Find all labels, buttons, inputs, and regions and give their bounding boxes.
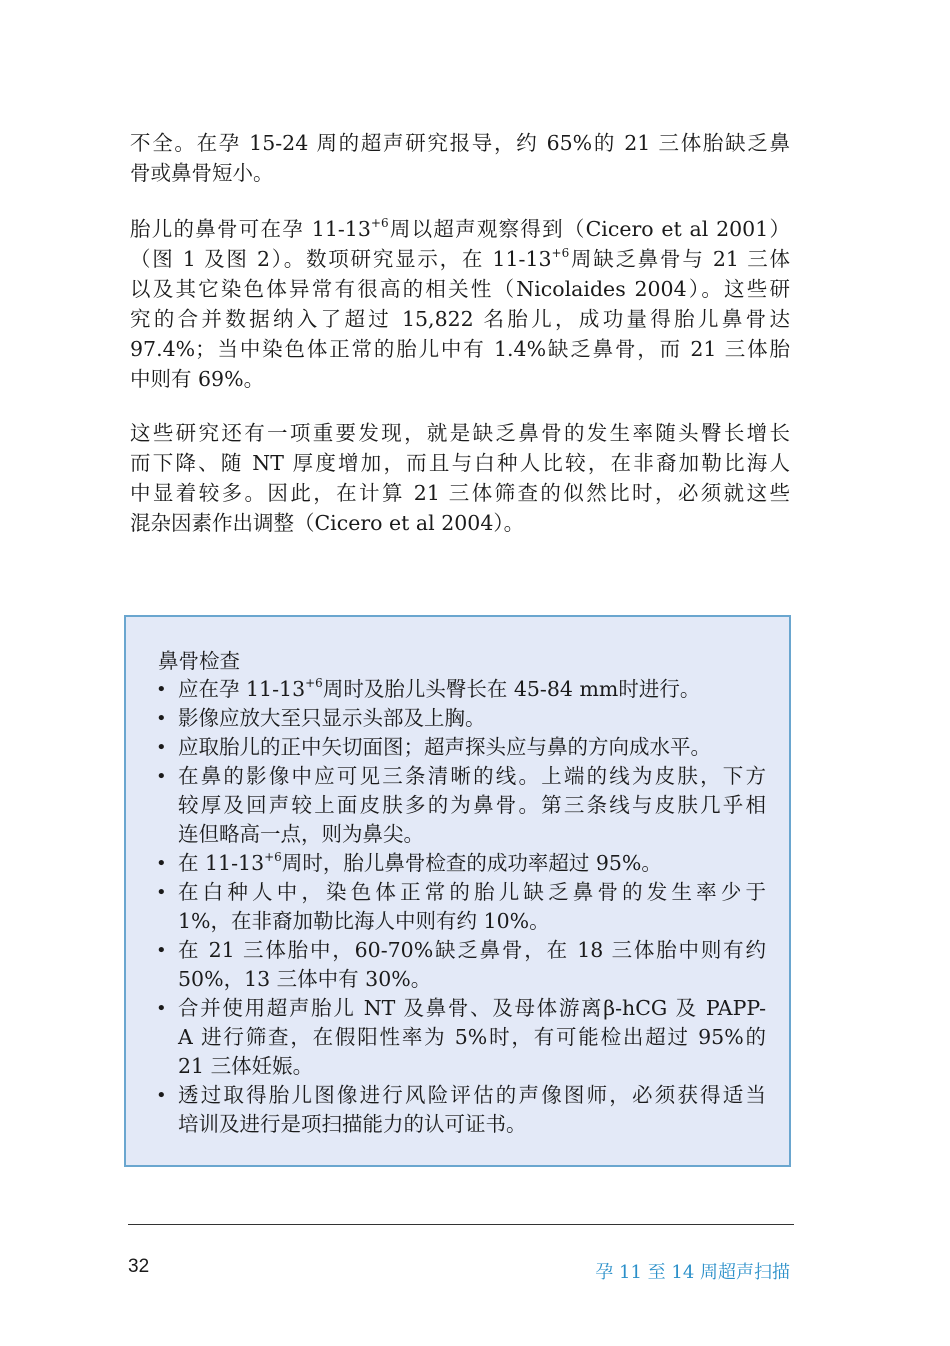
text-run: 究的合并数据纳入了超过 15,822 名胎儿，成功量得胎儿鼻骨达 bbox=[130, 307, 790, 331]
text-line bbox=[178, 1081, 766, 1110]
footer-divider bbox=[128, 1224, 794, 1225]
text-line bbox=[178, 907, 766, 936]
text-line bbox=[178, 1110, 766, 1139]
text-line bbox=[178, 849, 766, 878]
text-run: 这些研究还有一项重要发现，就是缺乏鼻骨的发生率随头臀长增长 bbox=[130, 421, 790, 445]
text-line bbox=[178, 791, 766, 820]
text-run: 周缺乏鼻骨与 21 三体 bbox=[569, 247, 790, 271]
list-item bbox=[154, 1081, 766, 1139]
text-line bbox=[178, 762, 766, 791]
text-run: 影像应放大至只显示头部及上胸。 bbox=[178, 706, 486, 730]
paragraph-1 bbox=[130, 128, 790, 188]
text-run: 混杂因素作出调整（Cicero et al 2004）。 bbox=[130, 511, 525, 535]
text-line bbox=[178, 1023, 766, 1052]
bullet-icon: • bbox=[156, 853, 167, 874]
text-run: （图 1 及图 2）。数项研究显示，在 11-13 bbox=[130, 247, 552, 271]
box-bullet-list bbox=[154, 675, 766, 1139]
text-run: 中显着较多。因此，在计算 21 三体筛查的似然比时，必须就这些 bbox=[130, 481, 790, 505]
box-title: 鼻骨检查 bbox=[158, 649, 240, 673]
text-run: 不全。在孕 15-24 周的超声研究报导，约 65%的 21 三体胎缺乏鼻 bbox=[130, 131, 790, 155]
text-line bbox=[130, 244, 790, 274]
superscript: +6 bbox=[370, 216, 389, 231]
text-run: 在白种人中，染色体正常的胎儿缺乏鼻骨的发生率少于 bbox=[178, 880, 766, 904]
bullet-icon: • bbox=[156, 679, 167, 700]
list-item bbox=[154, 936, 766, 994]
text-line bbox=[130, 128, 790, 158]
text-line bbox=[178, 936, 766, 965]
superscript: +6 bbox=[264, 850, 282, 865]
bullet-icon: • bbox=[156, 708, 167, 729]
paragraph-2 bbox=[130, 214, 790, 394]
text-line bbox=[130, 448, 790, 478]
list-item bbox=[154, 878, 766, 936]
text-line bbox=[178, 675, 766, 704]
text-line bbox=[130, 478, 790, 508]
superscript: +6 bbox=[305, 676, 323, 691]
bullet-icon: • bbox=[156, 766, 167, 787]
text-run: 21 三体妊娠。 bbox=[178, 1054, 314, 1078]
text-run: 在 11-13 bbox=[178, 851, 265, 875]
text-line bbox=[130, 364, 790, 394]
text-run: 合并使用超声胎儿 NT 及鼻骨、及母体游离β-hCG 及 PAPP- bbox=[178, 996, 766, 1020]
text-run: 在鼻的影像中应可见三条清晰的线。上端的线为皮肤，下方 bbox=[178, 764, 766, 788]
bullet-icon: • bbox=[156, 1085, 167, 1106]
list-item bbox=[154, 675, 766, 704]
text-run: 较厚及回声较上面皮肤多的为鼻骨。第三条线与皮肤几乎相 bbox=[178, 793, 766, 817]
page-number: 32 bbox=[128, 1256, 150, 1277]
text-line bbox=[178, 994, 766, 1023]
text-run: 1%，在非裔加勒比海人中则有约 10%。 bbox=[178, 909, 550, 933]
text-line bbox=[130, 508, 790, 538]
text-run: 骨或鼻骨短小。 bbox=[130, 161, 274, 185]
text-line bbox=[178, 820, 766, 849]
list-item bbox=[154, 762, 766, 849]
text-run: 周以超声观察得到（Cicero et al 2001） bbox=[388, 217, 790, 241]
text-run: 培训及进行是项扫描能力的认可证书。 bbox=[178, 1112, 527, 1136]
bullet-icon: • bbox=[156, 998, 167, 1019]
text-line bbox=[130, 304, 790, 334]
text-line bbox=[178, 704, 766, 733]
text-line bbox=[178, 878, 766, 907]
text-run: 透过取得胎儿图像进行风险评估的声像图师，必须获得适当 bbox=[178, 1083, 766, 1107]
text-run: 应在孕 11-13 bbox=[178, 677, 306, 701]
superscript: +6 bbox=[551, 246, 570, 261]
text-line bbox=[130, 214, 790, 244]
list-item bbox=[154, 733, 766, 762]
text-line bbox=[178, 965, 766, 994]
text-run: 周时，胎儿鼻骨检查的成功率超过 95%。 bbox=[281, 851, 662, 875]
text-run: 应取胎儿的正中矢切面图；超声探头应与鼻的方向成水平。 bbox=[178, 735, 711, 759]
nasal-bone-exam-box bbox=[124, 615, 791, 1167]
paragraph-3 bbox=[130, 418, 790, 538]
text-line bbox=[130, 274, 790, 304]
text-run: 以及其它染色体异常有很高的相关性（Nicolaides 2004）。这些研 bbox=[130, 277, 790, 301]
list-item bbox=[154, 704, 766, 733]
text-line bbox=[178, 733, 766, 762]
text-line bbox=[178, 1052, 766, 1081]
text-run: 而下降、随 NT 厚度增加，而且与白种人比较，在非裔加勒比海人 bbox=[130, 451, 790, 475]
text-run: 胎儿的鼻骨可在孕 11-13 bbox=[130, 217, 371, 241]
text-run: 连但略高一点，则为鼻尖。 bbox=[178, 822, 424, 846]
text-run: 周时及胎儿头臀长在 45-84 mm时进行。 bbox=[322, 677, 701, 701]
text-line bbox=[130, 418, 790, 448]
running-title: 孕 11 至 14 周超声扫描 bbox=[595, 1262, 790, 1283]
text-run: 在 21 三体胎中，60-70%缺乏鼻骨，在 18 三体胎中则有约 bbox=[178, 938, 766, 962]
text-run: 中则有 69%。 bbox=[130, 367, 265, 391]
text-run: 50%，13 三体中有 30%。 bbox=[178, 967, 432, 991]
bullet-icon: • bbox=[156, 940, 167, 961]
bullet-icon: • bbox=[156, 737, 167, 758]
text-run: 97.4%；当中染色体正常的胎儿中有 1.4%缺乏鼻骨，而 21 三体胎 bbox=[130, 337, 790, 361]
text-line bbox=[130, 334, 790, 364]
text-run: A 进行筛查，在假阳性率为 5%时，有可能检出超过 95%的 bbox=[178, 1025, 766, 1049]
bullet-icon: • bbox=[156, 882, 167, 903]
list-item bbox=[154, 994, 766, 1081]
text-line bbox=[130, 158, 790, 188]
list-item bbox=[154, 849, 766, 878]
